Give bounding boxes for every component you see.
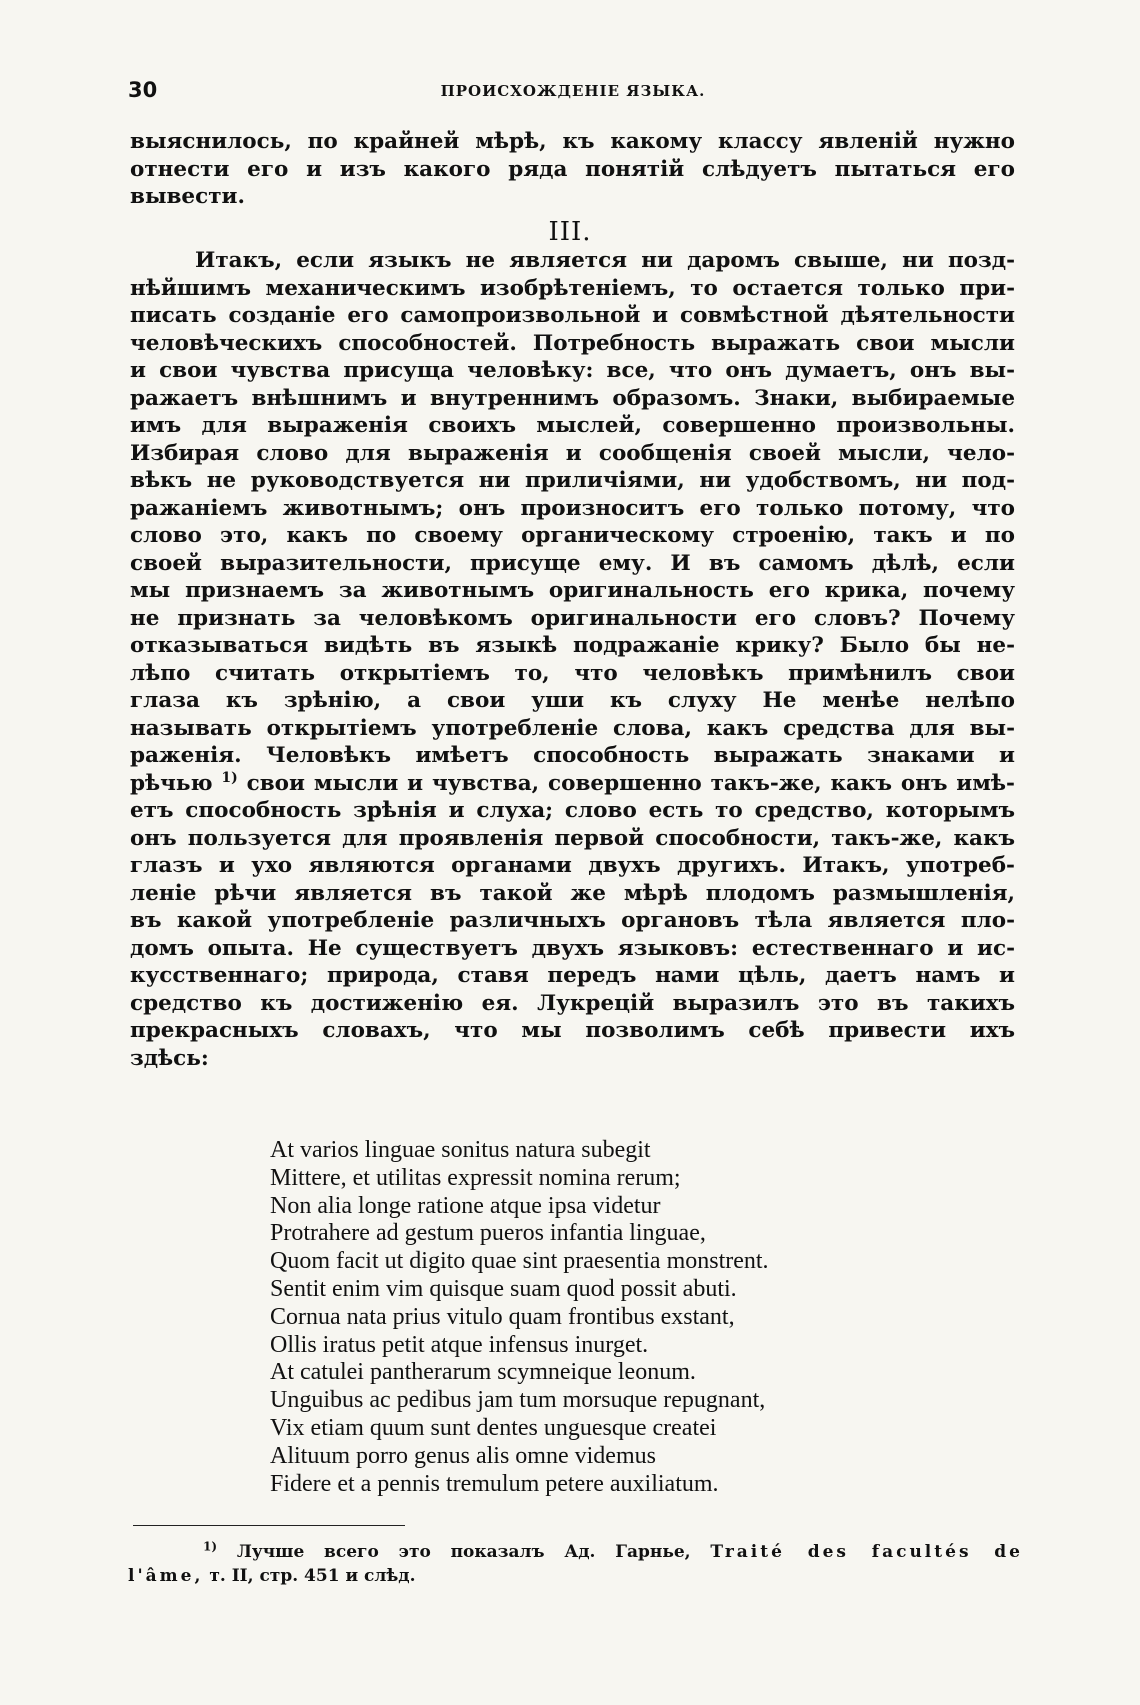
verse-line: Quom facit ut digito quae sint praesentia monstrent. [270,1248,769,1275]
main-paragraph [130,247,1015,1072]
text-line: средство къ достиженію ея. Лукрецій выразилъ это въ такихъ [130,990,1015,1016]
text-line: леніе рѣчи является въ такой же мѣрѣ плодомъ размышленія, [130,880,1015,906]
text-line: кусственнаго; природа, ставя передъ нами цѣль, даетъ намъ и [130,963,1015,988]
text-line: здѣсь: [130,1045,209,1071]
verse-line: Ollis iratus petit atque infensus inurget. [270,1331,649,1358]
footnote-line [128,1564,1023,1588]
footnote [128,1540,1023,1588]
footnote-title: l'âme, [128,1566,204,1586]
verse-line: Protrahere ad gestum pueros infantia linguae, [270,1220,706,1247]
latin-quotation [270,1137,769,1498]
verse-line: At catulei pantherarum scymneique leonum. [270,1359,696,1386]
text-line: етъ способность зрѣнія и слуха; слово есть то средство, которымъ [130,798,1015,823]
text-line: и свои чувства присуща человѣку: все, что онъ думаетъ, онъ вы- [130,358,1015,383]
verse-line: Vix etiam quum sunt dentes unguesque createi [270,1414,717,1441]
text-line: вывести. [130,184,245,209]
section-heading: III. [548,217,592,247]
text-line: ражаніемъ животнымъ; онъ произноситъ его только потому, что [130,495,1015,521]
text-fragment: свои мысли и чувства, совершенно такъ-же, какъ онъ имѣ- [246,770,1015,796]
footnote-reference: 1) [221,769,238,786]
text-line: онъ пользуется для проявленія первой способности, такъ-же, какъ [130,825,1015,851]
running-title: ПРОИСХОЖДЕНІЕ ЯЗЫКА. [440,82,706,100]
text-line: писать созданіе его самопроизвольной и совмѣстной дѣятельности [130,303,1015,328]
verse-line: Sentit enim vim quisque suam quod possit abuti. [270,1275,737,1302]
verse-line: Alituum porro genus alis omne videmus [270,1442,656,1469]
verse-line: At varios linguae sonitus natura subegit [270,1137,651,1163]
text-line: прекрасныхъ словахъ, что мы позволимъ себѣ привести ихъ [130,1018,1015,1043]
footnote-mark: 1) [203,1539,218,1554]
text-fragment: рѣчью [130,770,213,796]
text-line: своей выразительности, присуще ему. И въ самомъ дѣлѣ, если [130,550,1015,576]
footnote-line [128,1540,1023,1564]
footnote-text: т. II, стр. 451 и слѣд. [209,1566,416,1586]
verse-line: Non alia longe ratione atque ipsa videtur [270,1192,661,1219]
text-line: глазъ и ухо являются органами двухъ другихъ. Итакъ, употреб- [130,853,1015,878]
text-line: лѣпо считать открытіемъ то, что человѣкъ примѣнилъ свои [130,660,1015,686]
text-line: слово это, какъ по своему органическому строенію, такъ и по [130,523,1015,548]
text-line: вѣкъ не руководствуется ни приличіями, ни удобствомъ, ни под- [130,468,1015,493]
verse-line: Cornua nata prius vitulo quam frontibus exstant, [270,1303,735,1330]
text-line: Итакъ, если языкъ не является ни даромъ свыше, ни позд- [195,248,1015,273]
text-line: человѣческихъ способностей. Потребность выражать свои мысли [130,330,1015,356]
text-line: раженія. Человѣкъ имѣетъ способность выражать знаками и [130,743,1015,768]
verse-line: Unguibus ac pedibus jam tum morsuque repugnant, [270,1387,766,1414]
text-line: выяснилось, по крайней мѣрѣ, къ какому классу явленій нужно [130,129,1015,154]
text-line-with-footnote-ref [130,770,1015,798]
text-line: домъ опыта. Не существуетъ двухъ языковъ: естественнаго и ис- [130,935,1015,961]
text-line: въ какой употребленіе различныхъ органовъ тѣла является пло- [130,908,1015,933]
text-line: отказываться видѣть въ языкѣ подражаніе крику? Было бы не- [130,633,1015,658]
text-line: Избирая слово для выраженія и сообщенія своей мысли, чело- [130,440,1015,466]
verse-line: Fidere et a pennis tremulum petere auxiliatum. [270,1470,719,1497]
text-line: нѣйшимъ механическимъ изобрѣтеніемъ, то остается только при- [130,275,1015,301]
text-line: глаза къ зрѣнію, а свои уши къ слуху Не менѣе нелѣпо [130,688,1015,713]
text-line: называть открытіемъ употребленіе слова, какъ средства для вы- [130,715,1015,741]
footnote-divider [133,1525,405,1526]
paragraph-continuation [130,128,1015,211]
text-line: имъ для выраженія своихъ мыслей, совершенно произвольны. [130,413,1015,438]
verse-line: Mittere, et utilitas expressit nomina rerum; [270,1164,681,1191]
text-line: мы признаемъ за животнымъ оригинальность его крика, почему [130,578,1015,603]
text-line: отнести его и изъ какого ряда понятій слѣдуетъ пытаться его [130,156,1015,182]
page-header [128,78,1018,108]
footnote-text: Лучше всего это показалъ Ад. Гарнье, [236,1542,691,1562]
text-line: ражаетъ внѣшнимъ и внутреннимъ образомъ. Знаки, выбираемые [130,385,1015,411]
footnote-title: Traité des facultés de [710,1542,1024,1562]
page-number: 30 [128,78,158,102]
text-line: не признать за человѣкомъ оригинальности его словъ? Почему [130,605,1015,631]
